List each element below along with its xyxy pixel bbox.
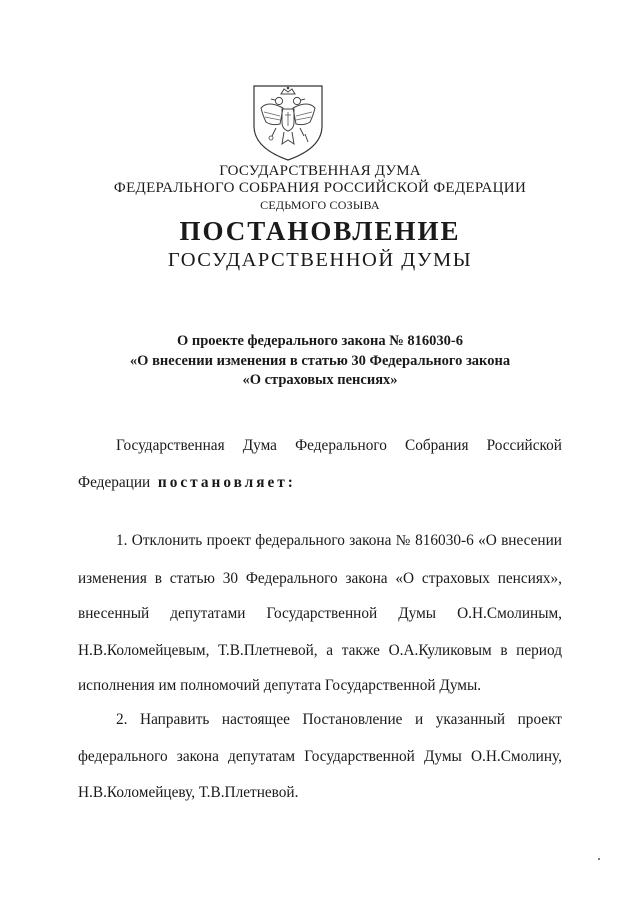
paragraph-line: 1. Отклонить проект федерального закона № 816030-6 «О внесении [116, 532, 562, 549]
preamble-decision-verb: постановляет: [157, 474, 296, 491]
resolution-title-line-3: «О страховых пенсиях» [242, 372, 398, 388]
paragraph-line: Н.В.Коломейцевым, Т.В.Плетневой, а также О.А.Куликовым в период [78, 642, 562, 659]
issuing-authority: ГОСУДАРСТВЕННОЙ ДУМЫ [167, 249, 473, 271]
paragraph-line: исполнения им полномочий депутата Государственной Думы. [78, 677, 482, 694]
paragraph-line: 2. Направить настоящее Постановление и указанный проект [116, 711, 562, 728]
preamble-line [78, 474, 562, 492]
org-name-line-2: ФЕДЕРАЛЬНОГО СОБРАНИЯ РОССИЙСКОЙ ФЕДЕРАЦИИ [113, 180, 527, 196]
paragraph-line: Н.В.Коломейцеву, Т.В.Плетневой. [78, 784, 299, 801]
convocation-line: СЕДЬМОГО СОЗЫВА [260, 198, 380, 212]
org-name-line-1: ГОСУДАРСТВЕННАЯ ДУМА [219, 163, 421, 179]
paragraph-line: федерального закона депутатам Государственной Думы О.Н.Смолину, [78, 748, 562, 765]
document-type: ПОСТАНОВЛЕНИЕ [179, 216, 461, 246]
coat-of-arms-icon [250, 82, 326, 162]
preamble-line: Государственная Дума Федерального Собрания Российской [116, 437, 562, 454]
resolution-title-line-2: «О внесении изменения в статью 30 Федерального закона [129, 353, 511, 369]
preamble-country: Федерации [78, 474, 151, 491]
resolution-title-line-1: О проекте федерального закона № 816030-6 [176, 333, 464, 349]
paragraph-line: изменения в статью 30 Федерального закона «О страховых пенсиях», [78, 570, 562, 587]
paragraph-line: внесенный депутатами Государственной Думы О.Н.Смолиным, [78, 605, 562, 622]
scan-speck [598, 858, 600, 860]
